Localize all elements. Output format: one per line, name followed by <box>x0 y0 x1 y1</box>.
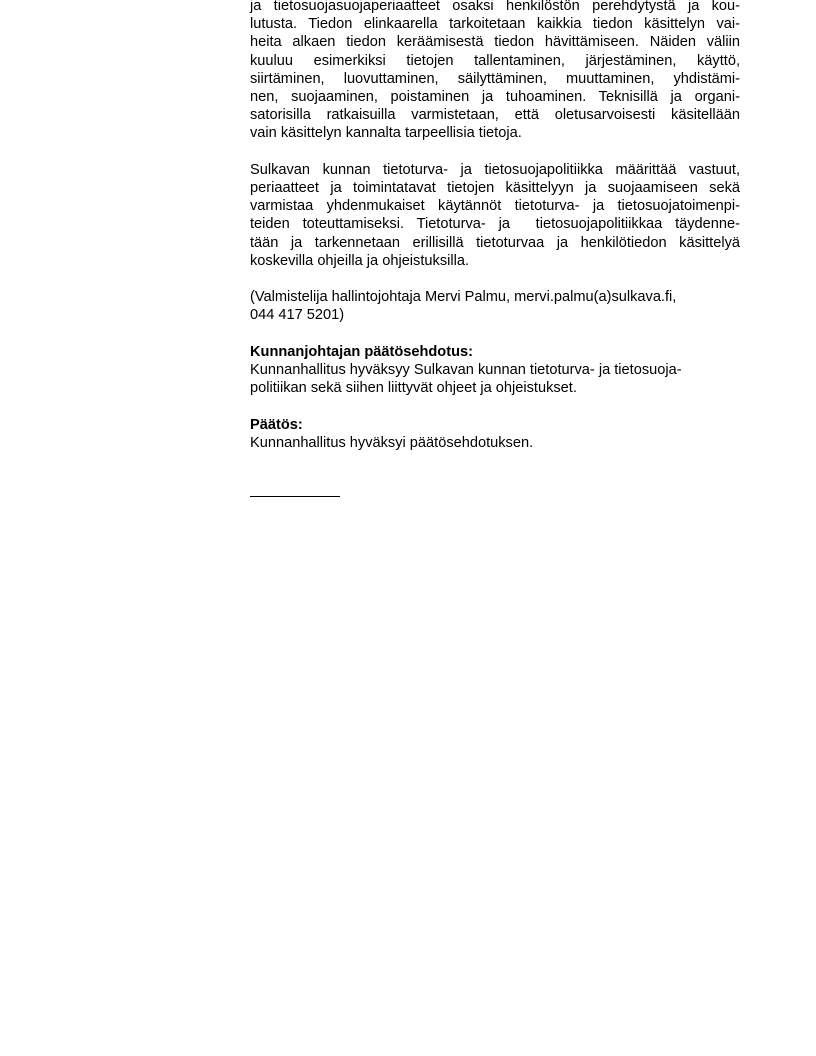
text-line: nen, suojaaminen, poistaminen ja tuhoaminen. Teknisillä ja organi- <box>250 89 740 106</box>
text-line: kuuluu esimerkiksi tietojen tallentaminen, järjestäminen, käyttö, <box>250 52 740 69</box>
text-line: periaatteet ja toimintatavat tietojen käsittelyyn ja suojaamiseen sekä <box>250 180 740 197</box>
text-line: politiikan sekä siihen liittyvät ohjeet ja ohjeistukset. <box>250 380 577 397</box>
preparer-paragraph <box>250 288 740 324</box>
text-line: 044 417 5201) <box>250 307 345 324</box>
text-line: teiden toteuttamiseksi. Tietoturva- ja tietosuojapolitiikkaa täydenne- <box>250 216 740 233</box>
proposal-heading: Kunnanjohtajan päätösehdotus: <box>250 343 473 360</box>
text-line: (Valmistelija hallintojohtaja Mervi Palmu, mervi.palmu(a)sulkava.fi, <box>250 289 677 306</box>
signature-underline <box>250 496 340 497</box>
text-line: vain käsittelyn kannalta tarpeellisia tietoja. <box>250 125 522 142</box>
text-line: Kunnanhallitus hyväksyy Sulkavan kunnan tietoturva- ja tietosuoja- <box>250 362 682 379</box>
proposal-section <box>250 343 740 398</box>
text-line: tään ja tarkennetaan erillisillä tietoturvaa ja henkilötiedon käsittelyä <box>250 234 740 251</box>
text-line: lutusta. Tiedon elinkaarella tarkoitetaan kaikkia tiedon käsittelyn vai- <box>250 16 740 33</box>
policy-paragraph <box>250 161 740 270</box>
decision-heading: Päätös: <box>250 416 303 433</box>
text-line: koskevilla ohjeilla ja ohjeistuksilla. <box>250 252 470 269</box>
intro-paragraph <box>250 0 740 143</box>
text-line: satorisilla ratkaisuilla varmistetaan, että oletusarvoisesti käsitellään <box>250 107 740 124</box>
text-line: ja tietosuojasuojaperiaatteet osaksi henkilöstön perehdytystä ja kou- <box>250 0 740 14</box>
decision-section <box>250 416 740 452</box>
text-line: Kunnanhallitus hyväksyi päätösehdotuksen. <box>250 434 534 451</box>
text-line: Sulkavan kunnan tietoturva- ja tietosuojapolitiikka määrittää vastuut, <box>250 161 740 178</box>
text-line: siirtäminen, luovuttaminen, säilyttäminen, muuttaminen, yhdistämi- <box>250 70 740 87</box>
text-line: varmistaa yhdenmukaiset käytännöt tietoturva- ja tietosuojatoimenpi- <box>250 198 740 215</box>
document-body <box>250 0 740 470</box>
text-line: heita alkaen tiedon keräämisestä tiedon hävittämiseen. Näiden väliin <box>250 34 740 51</box>
